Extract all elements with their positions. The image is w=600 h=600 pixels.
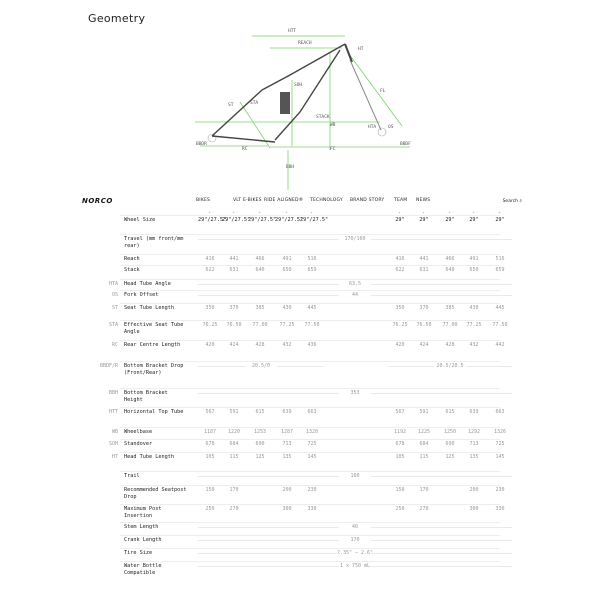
span-rule	[198, 540, 339, 541]
table-cell: 659	[495, 267, 505, 273]
diagram-label-htt: HTT	[288, 29, 297, 34]
diagram-label-bbdr: BBDR	[196, 142, 207, 147]
row-divider	[120, 279, 500, 280]
diagram-label-bbdf: BBDF	[400, 142, 411, 147]
table-cell: 1192	[393, 429, 407, 435]
row-abbreviation: ST	[111, 305, 118, 311]
table-cell: 29"	[395, 217, 405, 223]
span-rule	[198, 566, 339, 567]
span-rule	[371, 566, 512, 567]
size-dash: -	[448, 210, 452, 216]
span-value: 170	[350, 537, 360, 543]
diagram-label-ht: HT	[358, 47, 364, 52]
diagram-label-bbh: BBH	[286, 165, 295, 170]
table-cell: 135	[282, 454, 292, 460]
row-abbreviation: STA	[108, 322, 118, 328]
row-label: Recommended Seatpost Drop	[124, 487, 187, 500]
span-rule	[198, 366, 245, 367]
table-cell: 430	[282, 305, 292, 311]
span-value: 20.5/0	[251, 363, 271, 369]
table-cell: 170	[229, 487, 239, 493]
table-cell: 125	[255, 454, 265, 460]
table-cell: 441	[419, 256, 429, 262]
span-rule	[371, 476, 512, 477]
row-divider	[120, 340, 500, 341]
table-cell: 1253	[253, 429, 267, 435]
diagram-label-reach: REACH	[298, 41, 312, 46]
table-cell: 615	[445, 409, 455, 415]
diagram-label-rc: RC	[242, 147, 248, 152]
bike-geometry-diagram	[0, 0, 600, 196]
row-label: Travel (mm front/mm rear)	[124, 236, 184, 249]
table-cell: 145	[495, 454, 505, 460]
row-label: Effective Seat Tube Angle	[124, 322, 184, 335]
row-divider	[120, 303, 500, 304]
table-cell: 516	[495, 256, 505, 262]
table-span-cell	[198, 550, 512, 556]
table-cell: 76.25	[392, 322, 408, 328]
table-cell: 370	[229, 305, 239, 311]
table-cell: 330	[307, 506, 317, 512]
table-cell: 1220	[227, 429, 241, 435]
norco-logo[interactable]: NORCO	[82, 197, 113, 205]
span-value: 160	[350, 473, 360, 479]
diagram-label-st: ST	[228, 103, 234, 108]
nav-item-technology[interactable]: TECHNOLOGY	[310, 198, 343, 203]
row-divider	[120, 265, 500, 266]
table-cell: 115	[419, 454, 429, 460]
search-link[interactable]	[503, 198, 522, 204]
table-cell: 591	[419, 409, 429, 415]
table-cell: 1225	[417, 429, 431, 435]
row-label: Maximum Post Insertion	[124, 506, 162, 519]
table-cell: 466	[445, 256, 455, 262]
fork-length-line	[349, 54, 402, 126]
head-tube	[345, 44, 352, 62]
table-cell: 77.50	[492, 322, 508, 328]
table-cell: 663	[495, 409, 505, 415]
table-cell: 420	[395, 342, 405, 348]
size-dash: -	[498, 210, 502, 216]
size-dash: -	[422, 210, 426, 216]
size-dash: -	[208, 210, 212, 216]
row-divider	[120, 471, 500, 472]
table-cell: 516	[307, 256, 317, 262]
table-cell: 639	[469, 409, 479, 415]
table-cell: 567	[205, 409, 215, 415]
span-value: 353	[350, 390, 360, 396]
span-value: 1 x 750 mL	[339, 563, 371, 569]
table-cell: 684	[419, 441, 429, 447]
span-rule	[371, 295, 512, 296]
row-divider	[120, 522, 500, 523]
size-dash: -	[232, 210, 236, 216]
row-abbreviation: BBH	[108, 390, 118, 396]
row-abbreviation: HTA	[108, 281, 118, 287]
table-cell: 1320	[305, 429, 319, 435]
table-cell: 650	[282, 267, 292, 273]
table-cell: 659	[307, 267, 317, 273]
size-dash: -	[398, 210, 402, 216]
table-cell: 424	[419, 342, 429, 348]
table-cell: 442	[495, 342, 505, 348]
table-cell: 1287	[280, 429, 294, 435]
top-tube	[262, 44, 345, 90]
table-cell: 428	[255, 342, 265, 348]
table-cell: 725	[495, 441, 505, 447]
table-cell: 420	[205, 342, 215, 348]
table-cell: 29"/27.5"	[198, 217, 227, 223]
table-cell: 567	[395, 409, 405, 415]
table-cell: 29"/27.5"	[300, 217, 329, 223]
span-rule	[198, 284, 339, 285]
span-rule	[371, 284, 512, 285]
table-cell: 105	[205, 454, 215, 460]
diagram-label-stack: STACK	[316, 115, 330, 120]
diagram-label-hta: HTA	[368, 125, 377, 130]
table-cell: 105	[395, 454, 405, 460]
table-cell: 76.25	[202, 322, 218, 328]
row-label: Standover	[124, 441, 153, 447]
row-label: Stack	[124, 267, 140, 273]
table-cell: 135	[469, 454, 479, 460]
table-cell: 640	[255, 267, 265, 273]
table-cell: 432	[469, 342, 479, 348]
table-cell: 29"	[469, 217, 479, 223]
search-label: Search	[502, 199, 519, 204]
table-cell: 428	[445, 342, 455, 348]
table-cell: 77.00	[442, 322, 458, 328]
table-cell: 170	[419, 487, 429, 493]
row-abbreviation: WB	[111, 429, 118, 435]
size-dash: -	[310, 210, 314, 216]
table-cell: 631	[419, 267, 429, 273]
table-cell: 466	[255, 256, 265, 262]
table-cell: 77.25	[279, 322, 295, 328]
table-span-cell	[198, 281, 512, 287]
table-cell: 684	[229, 441, 239, 447]
table-span-cell	[198, 236, 512, 242]
row-label: Wheel Size	[124, 217, 156, 223]
row-label: Reach	[124, 256, 140, 262]
span-value: 44	[351, 292, 359, 298]
diagram-label-sta: STA	[250, 101, 259, 106]
table-cell: 445	[307, 305, 317, 311]
table-span-cell	[388, 363, 512, 369]
row-label: Horizontal Top Tube	[124, 409, 184, 415]
row-divider	[120, 485, 500, 486]
row-divider	[120, 439, 500, 440]
table-cell: 713	[469, 441, 479, 447]
table-cell: 424	[229, 342, 239, 348]
table-cell: 250	[205, 506, 215, 512]
table-span-cell	[198, 292, 512, 298]
table-cell: 29"	[419, 217, 429, 223]
span-rule	[198, 393, 339, 394]
size-dash: -	[285, 210, 289, 216]
diagram-label-fl: FL	[380, 89, 386, 94]
search-icon: ⌕	[519, 199, 522, 204]
table-cell: 29"/27.5"	[222, 217, 251, 223]
row-label: Water Bottle Compatible	[124, 563, 162, 576]
row-abbreviation: BBDF/R	[99, 363, 118, 369]
row-divider	[120, 561, 500, 562]
table-span-cell	[198, 524, 512, 530]
table-cell: 591	[229, 409, 239, 415]
nav-item-team[interactable]: TEAM	[394, 198, 408, 203]
table-span-cell	[198, 363, 324, 369]
nav-item-brand-story[interactable]: BRAND STORY	[350, 198, 385, 203]
row-label: Fork Offset	[124, 292, 159, 298]
row-divider	[120, 254, 500, 255]
span-rule	[198, 295, 339, 296]
table-cell: 150	[205, 487, 215, 493]
row-label: Tire Size	[124, 550, 153, 556]
shock	[280, 92, 290, 114]
table-span-cell	[198, 390, 512, 396]
table-cell: 270	[419, 506, 429, 512]
row-divider	[120, 407, 500, 408]
table-cell: 370	[419, 305, 429, 311]
table-cell: 125	[445, 454, 455, 460]
row-label: Bottom Bracket Height	[124, 390, 168, 403]
table-cell: 436	[307, 342, 317, 348]
row-label: Wheelbase	[124, 429, 153, 435]
table-cell: 77.25	[466, 322, 482, 328]
span-value: 2.35" – 2.6"	[336, 550, 374, 556]
row-abbreviation: HT	[111, 454, 118, 460]
diagram-label-os: OS	[388, 125, 394, 130]
table-cell: 678	[395, 441, 405, 447]
row-divider	[120, 548, 500, 549]
table-cell: 76.50	[416, 322, 432, 328]
table-cell: 430	[469, 305, 479, 311]
table-cell: 622	[395, 267, 405, 273]
nav-bar	[78, 196, 526, 208]
table-cell: 77.00	[252, 322, 268, 328]
table-cell: 639	[282, 409, 292, 415]
table-cell: 29"	[495, 217, 505, 223]
table-cell: 713	[282, 441, 292, 447]
row-abbreviation: OS	[111, 292, 118, 298]
table-cell: 650	[469, 267, 479, 273]
span-rule	[466, 366, 512, 367]
table-cell: 622	[205, 267, 215, 273]
table-cell: 150	[395, 487, 405, 493]
span-rule	[371, 393, 512, 394]
table-cell: 690	[255, 441, 265, 447]
nav-item-vlt-e-bikes[interactable]: VLT E-BIKES	[233, 198, 262, 203]
table-cell: 230	[307, 487, 317, 493]
nav-item-bikes[interactable]: BIKES	[196, 198, 211, 203]
span-value: 20.5/20.5	[436, 363, 464, 369]
table-cell: 445	[495, 305, 505, 311]
table-cell: 441	[229, 256, 239, 262]
row-abbreviation: SOH	[108, 441, 118, 447]
span-rule	[198, 476, 339, 477]
table-cell: 76.50	[226, 322, 242, 328]
diagram-label-fc: FC	[330, 147, 336, 152]
span-rule	[198, 239, 339, 240]
row-label: Rear Centre Length	[124, 342, 181, 348]
table-cell: 725	[307, 441, 317, 447]
table-span-cell	[198, 563, 512, 569]
table-cell: 350	[395, 305, 405, 311]
table-cell: 663	[307, 409, 317, 415]
row-divider	[120, 215, 500, 216]
table-cell: 300	[469, 506, 479, 512]
span-rule	[198, 527, 339, 528]
span-rule	[371, 540, 512, 541]
nav-item-ride-aligned[interactable]: RIDE ALIGNED®	[264, 198, 304, 203]
row-label: Crank Length	[124, 537, 162, 543]
table-cell: 631	[229, 267, 239, 273]
row-abbreviation: RC	[111, 342, 118, 348]
row-divider	[120, 320, 500, 321]
table-cell: 1187	[203, 429, 217, 435]
table-cell: 77.50	[304, 322, 320, 328]
row-divider	[120, 427, 500, 428]
row-label: Bottom Bracket Drop (Front/Rear)	[124, 363, 184, 376]
row-label: Seat Tube Length	[124, 305, 174, 311]
table-cell: 690	[445, 441, 455, 447]
span-rule	[388, 366, 434, 367]
table-cell: 300	[282, 506, 292, 512]
span-value: 40	[351, 524, 359, 530]
table-cell: 615	[255, 409, 265, 415]
table-span-cell	[198, 473, 512, 479]
bike-frame	[208, 44, 386, 142]
table-cell: 250	[395, 506, 405, 512]
table-cell: 1292	[467, 429, 481, 435]
table-cell: 330	[495, 506, 505, 512]
table-span-cell	[198, 537, 512, 543]
span-rule	[277, 366, 324, 367]
row-label: Stem Length	[124, 524, 159, 530]
table-cell: 230	[495, 487, 505, 493]
table-cell: 350	[205, 305, 215, 311]
geometry-lines	[195, 36, 410, 190]
table-cell: 491	[469, 256, 479, 262]
span-rule	[371, 239, 512, 240]
chain-stay	[212, 136, 275, 142]
row-abbreviation: HTT	[108, 409, 118, 415]
row-divider	[120, 535, 500, 536]
span-rule	[371, 553, 512, 554]
table-cell: 385	[445, 305, 455, 311]
row-divider	[120, 290, 500, 291]
table-cell: 29"/27.5"	[275, 217, 304, 223]
seat-stay	[212, 90, 262, 136]
row-divider	[120, 361, 500, 362]
table-cell: 200	[469, 487, 479, 493]
table-cell: 145	[307, 454, 317, 460]
row-divider	[120, 234, 500, 235]
table-cell: 385	[255, 305, 265, 311]
table-cell: 1326	[493, 429, 507, 435]
table-cell: 29"/27.5"	[248, 217, 277, 223]
diagram-label-soh: SOH	[294, 83, 303, 88]
table-cell: 491	[282, 256, 292, 262]
row-label: Head Tube Length	[124, 454, 174, 460]
table-cell: 1250	[443, 429, 457, 435]
table-cell: 416	[395, 256, 405, 262]
table-cell: 270	[229, 506, 239, 512]
row-divider	[120, 452, 500, 453]
row-label: Head Tube Angle	[124, 281, 171, 287]
table-cell: 416	[205, 256, 215, 262]
nav-item-news[interactable]: NEWS	[416, 198, 431, 203]
span-rule	[198, 553, 339, 554]
span-rule	[371, 527, 512, 528]
table-cell: 115	[229, 454, 239, 460]
span-value: 170/160	[344, 236, 366, 242]
row-divider	[120, 504, 500, 505]
size-dash: -	[258, 210, 262, 216]
row-label: Trail	[124, 473, 140, 479]
span-value: 63.5	[348, 281, 362, 287]
fork	[350, 60, 381, 130]
size-dash: -	[472, 210, 476, 216]
diagram-label-wb: WB	[330, 123, 336, 128]
page-title: Geometry	[88, 12, 146, 25]
table-cell: 29"	[445, 217, 455, 223]
table-cell: 200	[282, 487, 292, 493]
front-wheel	[378, 128, 386, 136]
table-cell: 640	[445, 267, 455, 273]
row-divider	[120, 388, 500, 389]
table-cell: 432	[282, 342, 292, 348]
table-cell: 678	[205, 441, 215, 447]
